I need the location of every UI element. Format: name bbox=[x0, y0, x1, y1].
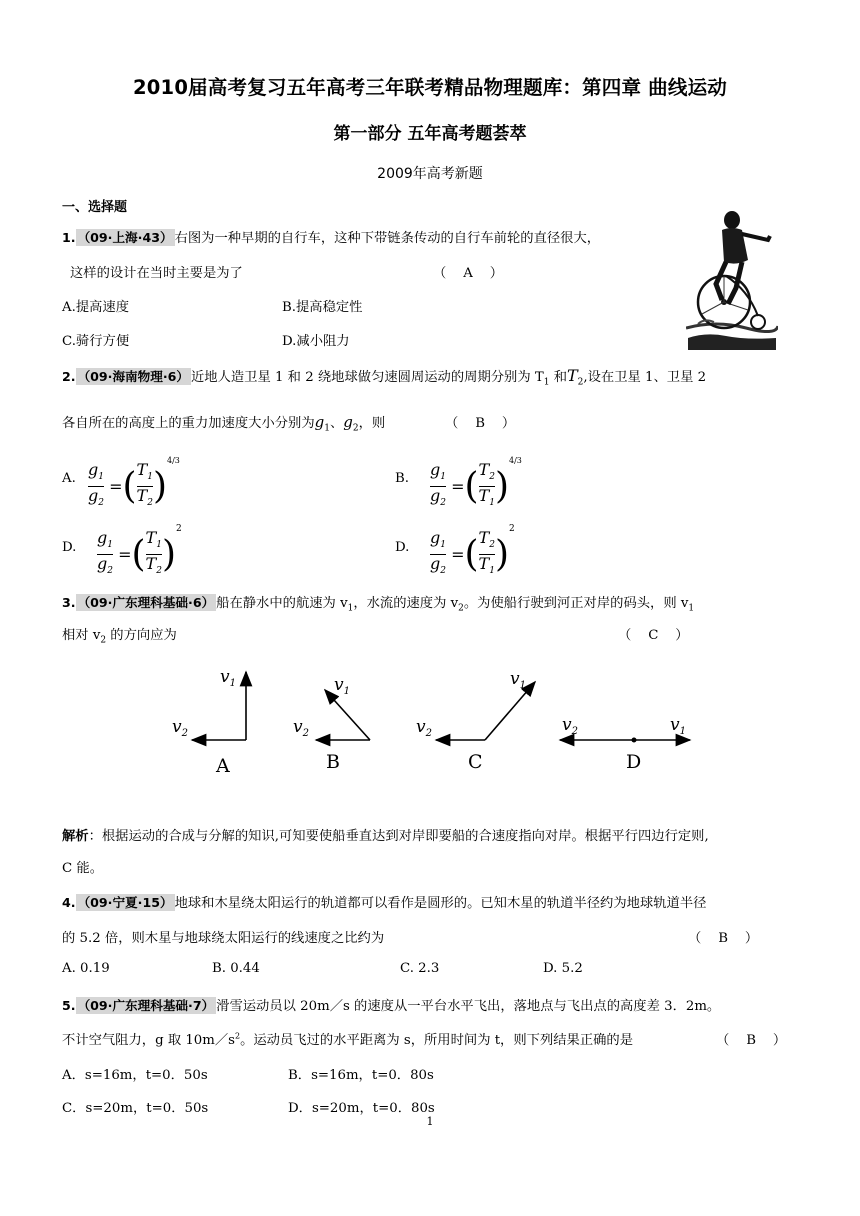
q3-answer: （ C ） bbox=[618, 628, 689, 643]
diagram-a-v2-label: $v_2$ bbox=[172, 717, 188, 739]
q2-option-c-formula: $\frac{g_1}{g_2}$ =( $\frac{T_1}{T_2}$ )$^2$ bbox=[97, 524, 182, 580]
q2-sub: 2 bbox=[440, 566, 446, 577]
q5-line-2 bbox=[62, 1029, 633, 1048]
q3-text-1a: 船在静水中的航速为 v bbox=[216, 596, 348, 611]
q2-sub: 2 bbox=[352, 423, 359, 434]
diagram-b-v1-arrow bbox=[325, 690, 370, 740]
q2-option-d-label: D. bbox=[395, 540, 410, 555]
diagram-d bbox=[560, 715, 690, 773]
q5-source-tag: （09·广东理科基础·7） bbox=[77, 998, 215, 1013]
q5-option-d: D．s=20m，t=0．80s bbox=[288, 1101, 435, 1116]
q3-number: 3. bbox=[62, 595, 76, 610]
q5-answer: （ B ） bbox=[716, 1033, 787, 1048]
q2-line-2: 各自所在的高度上的重力加速度大小分别为$g_1$、$g_2$，则 bbox=[62, 413, 386, 434]
diagram-c bbox=[416, 669, 535, 773]
diagram-c-v2-label: $v_2$ bbox=[416, 717, 432, 739]
q2-symbol: T bbox=[478, 486, 490, 505]
q2-option-b-formula: $\frac{g_1}{g_2}$ =( $\frac{T_2}{T_1}$ )$^{4/3}$ bbox=[430, 456, 522, 512]
q2-sub: 1 bbox=[489, 566, 495, 577]
q2-option-c-label: D. bbox=[62, 540, 77, 555]
q1-option-b: B.提高稳定性 bbox=[282, 300, 363, 315]
q2-symbol: g bbox=[343, 413, 353, 431]
q3-text-2b: 的方向应为 bbox=[106, 628, 177, 643]
q2-text-1c: ,设在卫星 1、卫星 2 bbox=[583, 370, 707, 385]
q2-symbol: g bbox=[88, 486, 99, 505]
q2-symbol: T bbox=[478, 527, 490, 547]
q2-sub: 2 bbox=[156, 566, 162, 577]
q2-symbol: T bbox=[478, 459, 490, 479]
q4-line-1 bbox=[62, 892, 706, 911]
diagram-b-label: B bbox=[326, 751, 340, 773]
q3-analysis-line-2 bbox=[62, 857, 103, 876]
q2-sub: 1 bbox=[440, 540, 446, 550]
q1-source-tag: （09·上海·43） bbox=[77, 230, 173, 245]
q4-source-tag: （09·宁夏·15） bbox=[77, 895, 173, 910]
q2-sub: 2 bbox=[147, 498, 153, 509]
q2-sub: 1 bbox=[98, 472, 104, 482]
q2-sub: 1 bbox=[107, 540, 113, 550]
q2-sub: 1 bbox=[147, 472, 153, 482]
q2-symbol: T bbox=[567, 366, 578, 385]
q2-symbol: g bbox=[430, 459, 441, 479]
diagram-b-v2-label: $v_2$ bbox=[293, 717, 309, 739]
q3-text-2a: 相对 v bbox=[62, 628, 101, 643]
q3-line-2 bbox=[62, 624, 177, 646]
q2-sub: 2 bbox=[577, 377, 584, 388]
q2-exponent: 4/3 bbox=[166, 456, 180, 465]
q2-exponent: 4/3 bbox=[508, 456, 522, 465]
q1-answer: （ A ） bbox=[433, 266, 504, 281]
q2-answer: （ B ） bbox=[445, 416, 516, 431]
q5-text-2a: 不计空气阻力，g 取 10m／s bbox=[62, 1033, 235, 1048]
q5-option-b: B．s=16m，t=0．80s bbox=[288, 1068, 434, 1083]
q2-sub: 2 bbox=[107, 566, 113, 577]
penny-farthing-illustration bbox=[686, 210, 778, 350]
q4-option-c: C. 2.3 bbox=[400, 961, 440, 976]
q1-line-1 bbox=[62, 227, 600, 246]
diagram-b-v1-label: $v_1$ bbox=[334, 675, 350, 697]
diagram-a-label: A bbox=[216, 755, 230, 777]
q3-analysis-line-1 bbox=[62, 825, 709, 844]
q4-option-a: A. 0.19 bbox=[62, 961, 110, 976]
q2-sub: 1 bbox=[543, 377, 550, 388]
q2-option-b-label: B. bbox=[395, 471, 409, 486]
analysis-label: 解析 bbox=[62, 829, 89, 844]
q2-sub: 2 bbox=[489, 472, 495, 482]
diagram-d-v1-label: $v_1$ bbox=[670, 715, 686, 737]
q2-symbol: T bbox=[145, 554, 157, 573]
diagram-c-v1-arrow bbox=[485, 682, 535, 740]
q2-sub: 1 bbox=[440, 472, 446, 482]
year-heading: 2009年高考新题 bbox=[377, 166, 483, 182]
q3-source-tag: （09·广东理科基础·6） bbox=[77, 595, 215, 610]
q4-answer: （ B ） bbox=[688, 931, 759, 946]
q2-symbol: T bbox=[145, 527, 157, 547]
diagram-c-v1-label: $v_1$ bbox=[510, 669, 526, 691]
q2-symbol: g bbox=[97, 554, 108, 573]
q1-option-d: D.减小阻力 bbox=[282, 334, 350, 349]
q3-sub: 2 bbox=[458, 603, 464, 614]
q5-text-1: 滑雪运动员以 20m／s 的速度从一平台水平飞出，落地点与飞出点的高度差 3．2m。 bbox=[216, 999, 721, 1014]
q2-option-a-label: A. bbox=[62, 471, 76, 486]
q5-option-a: A．s=16m，t=0．50s bbox=[62, 1068, 208, 1083]
q4-text-1: 地球和木星绕太阳运行的轨道都可以看作是圆形的。已知木星的轨道半径约为地球轨道半径 bbox=[174, 896, 707, 911]
q1-line-2 bbox=[70, 262, 243, 281]
q1-option-a: A.提高速度 bbox=[62, 300, 130, 315]
q2-exponent: 2 bbox=[175, 524, 182, 534]
q2-sub: 1 bbox=[324, 423, 330, 434]
part-heading: 第一部分 五年高考题荟萃 bbox=[333, 124, 527, 144]
q2-source-tag: （09·海南物理·6） bbox=[77, 369, 189, 384]
q4-option-d: D. 5.2 bbox=[543, 961, 583, 976]
q2-text-1b: 和 bbox=[549, 370, 567, 385]
q3-text-1c: 。为使船行驶到河正对岸的码头，则 v bbox=[463, 596, 689, 611]
q5-option-c: C．s=20m，t=0．50s bbox=[62, 1101, 209, 1116]
q2-exponent: 2 bbox=[508, 524, 515, 534]
q1-option-c: C.骑行方便 bbox=[62, 334, 130, 349]
q2-sub: 2 bbox=[98, 498, 104, 509]
q2-symbol: g bbox=[88, 459, 99, 479]
q3-line-1 bbox=[62, 592, 694, 614]
q3-sub: 2 bbox=[100, 635, 107, 646]
q5-number: 5. bbox=[62, 998, 76, 1013]
diagram-a-v1-label: $v_1$ bbox=[220, 667, 236, 689]
document-title: 2010届高考复习五年高考三年联考精品物理题库：第四章 曲线运动 bbox=[133, 76, 727, 99]
q2-text-2b: ，则 bbox=[358, 416, 386, 431]
diagram-c-label: C bbox=[468, 751, 483, 773]
q5-exponent: 2 bbox=[235, 1031, 241, 1041]
q3-analysis-text-1: ：根据运动的合成与分解的知识,可知要使船垂直达到对岸即要船的合速度指向对岸。根据平行四边行定则, bbox=[88, 829, 709, 844]
q2-option-a-formula: $\frac{g_1}{g_2}$ =( $\frac{T_1}{T_2}$ )$^{4/3}$ bbox=[88, 456, 180, 512]
q4-option-b: B. 0.44 bbox=[212, 961, 260, 976]
section-heading: 一、选择题 bbox=[62, 200, 128, 215]
q2-sub: 2 bbox=[489, 540, 495, 550]
q2-symbol: T bbox=[136, 459, 148, 479]
diagram-a bbox=[172, 667, 246, 777]
q4-text-2: 的 5.2 倍，则木星与地球绕太阳运行的线速度之比约为 bbox=[62, 931, 385, 946]
diagram-d-v2-label: $v_2$ bbox=[562, 715, 578, 737]
q5-line-1 bbox=[62, 995, 720, 1014]
q2-text-2a: 各自所在的高度上的重力加速度大小分别为 bbox=[62, 416, 315, 431]
page-number: 1 bbox=[426, 1115, 434, 1128]
diagram-d-origin-dot bbox=[632, 738, 637, 743]
diagram-d-label: D bbox=[626, 751, 642, 773]
q3-sub: 1 bbox=[347, 603, 354, 614]
q3-analysis-text-2: C 能。 bbox=[62, 861, 103, 876]
q4-line-2 bbox=[62, 927, 384, 946]
q2-symbol: g bbox=[314, 413, 325, 431]
q2-text-1a: 近地人造卫星 1 和 2 绕地球做匀速圆周运动的周期分别为 T bbox=[190, 370, 544, 385]
q1-text-2: 这样的设计在当时主要是为了 bbox=[70, 266, 243, 281]
q3-vector-diagrams bbox=[150, 660, 710, 780]
q2-symbol: g bbox=[97, 527, 108, 547]
q2-number: 2. bbox=[62, 369, 76, 384]
q2-symbol: T bbox=[136, 486, 148, 505]
q2-symbol: g bbox=[430, 527, 441, 547]
q3-sub: 1 bbox=[688, 603, 695, 614]
q2-symbol: T bbox=[478, 554, 490, 573]
q3-text-1b: ，水流的速度为 v bbox=[353, 596, 459, 611]
q1-text-1: 右图为一种早期的自行车，这种下带链条传动的自行车前轮的直径很大， bbox=[174, 231, 601, 246]
q5-text-2b: 。运动员飞过的水平距离为 s，所用时间为 t，则下列结果正确的是 bbox=[240, 1033, 634, 1048]
q2-symbol: g bbox=[430, 486, 441, 505]
q2-sub: 2 bbox=[440, 498, 446, 509]
q1-number: 1. bbox=[62, 230, 76, 245]
q2-sub: 1 bbox=[156, 540, 162, 550]
q2-option-d-formula: $\frac{g_1}{g_2}$ =( $\frac{T_2}{T_1}$ )$^2$ bbox=[430, 524, 515, 580]
q2-symbol: g bbox=[430, 554, 441, 573]
q2-sub: 1 bbox=[489, 498, 495, 509]
q2-line-1 bbox=[62, 366, 706, 388]
diagram-b bbox=[293, 675, 370, 773]
q4-number: 4. bbox=[62, 895, 76, 910]
